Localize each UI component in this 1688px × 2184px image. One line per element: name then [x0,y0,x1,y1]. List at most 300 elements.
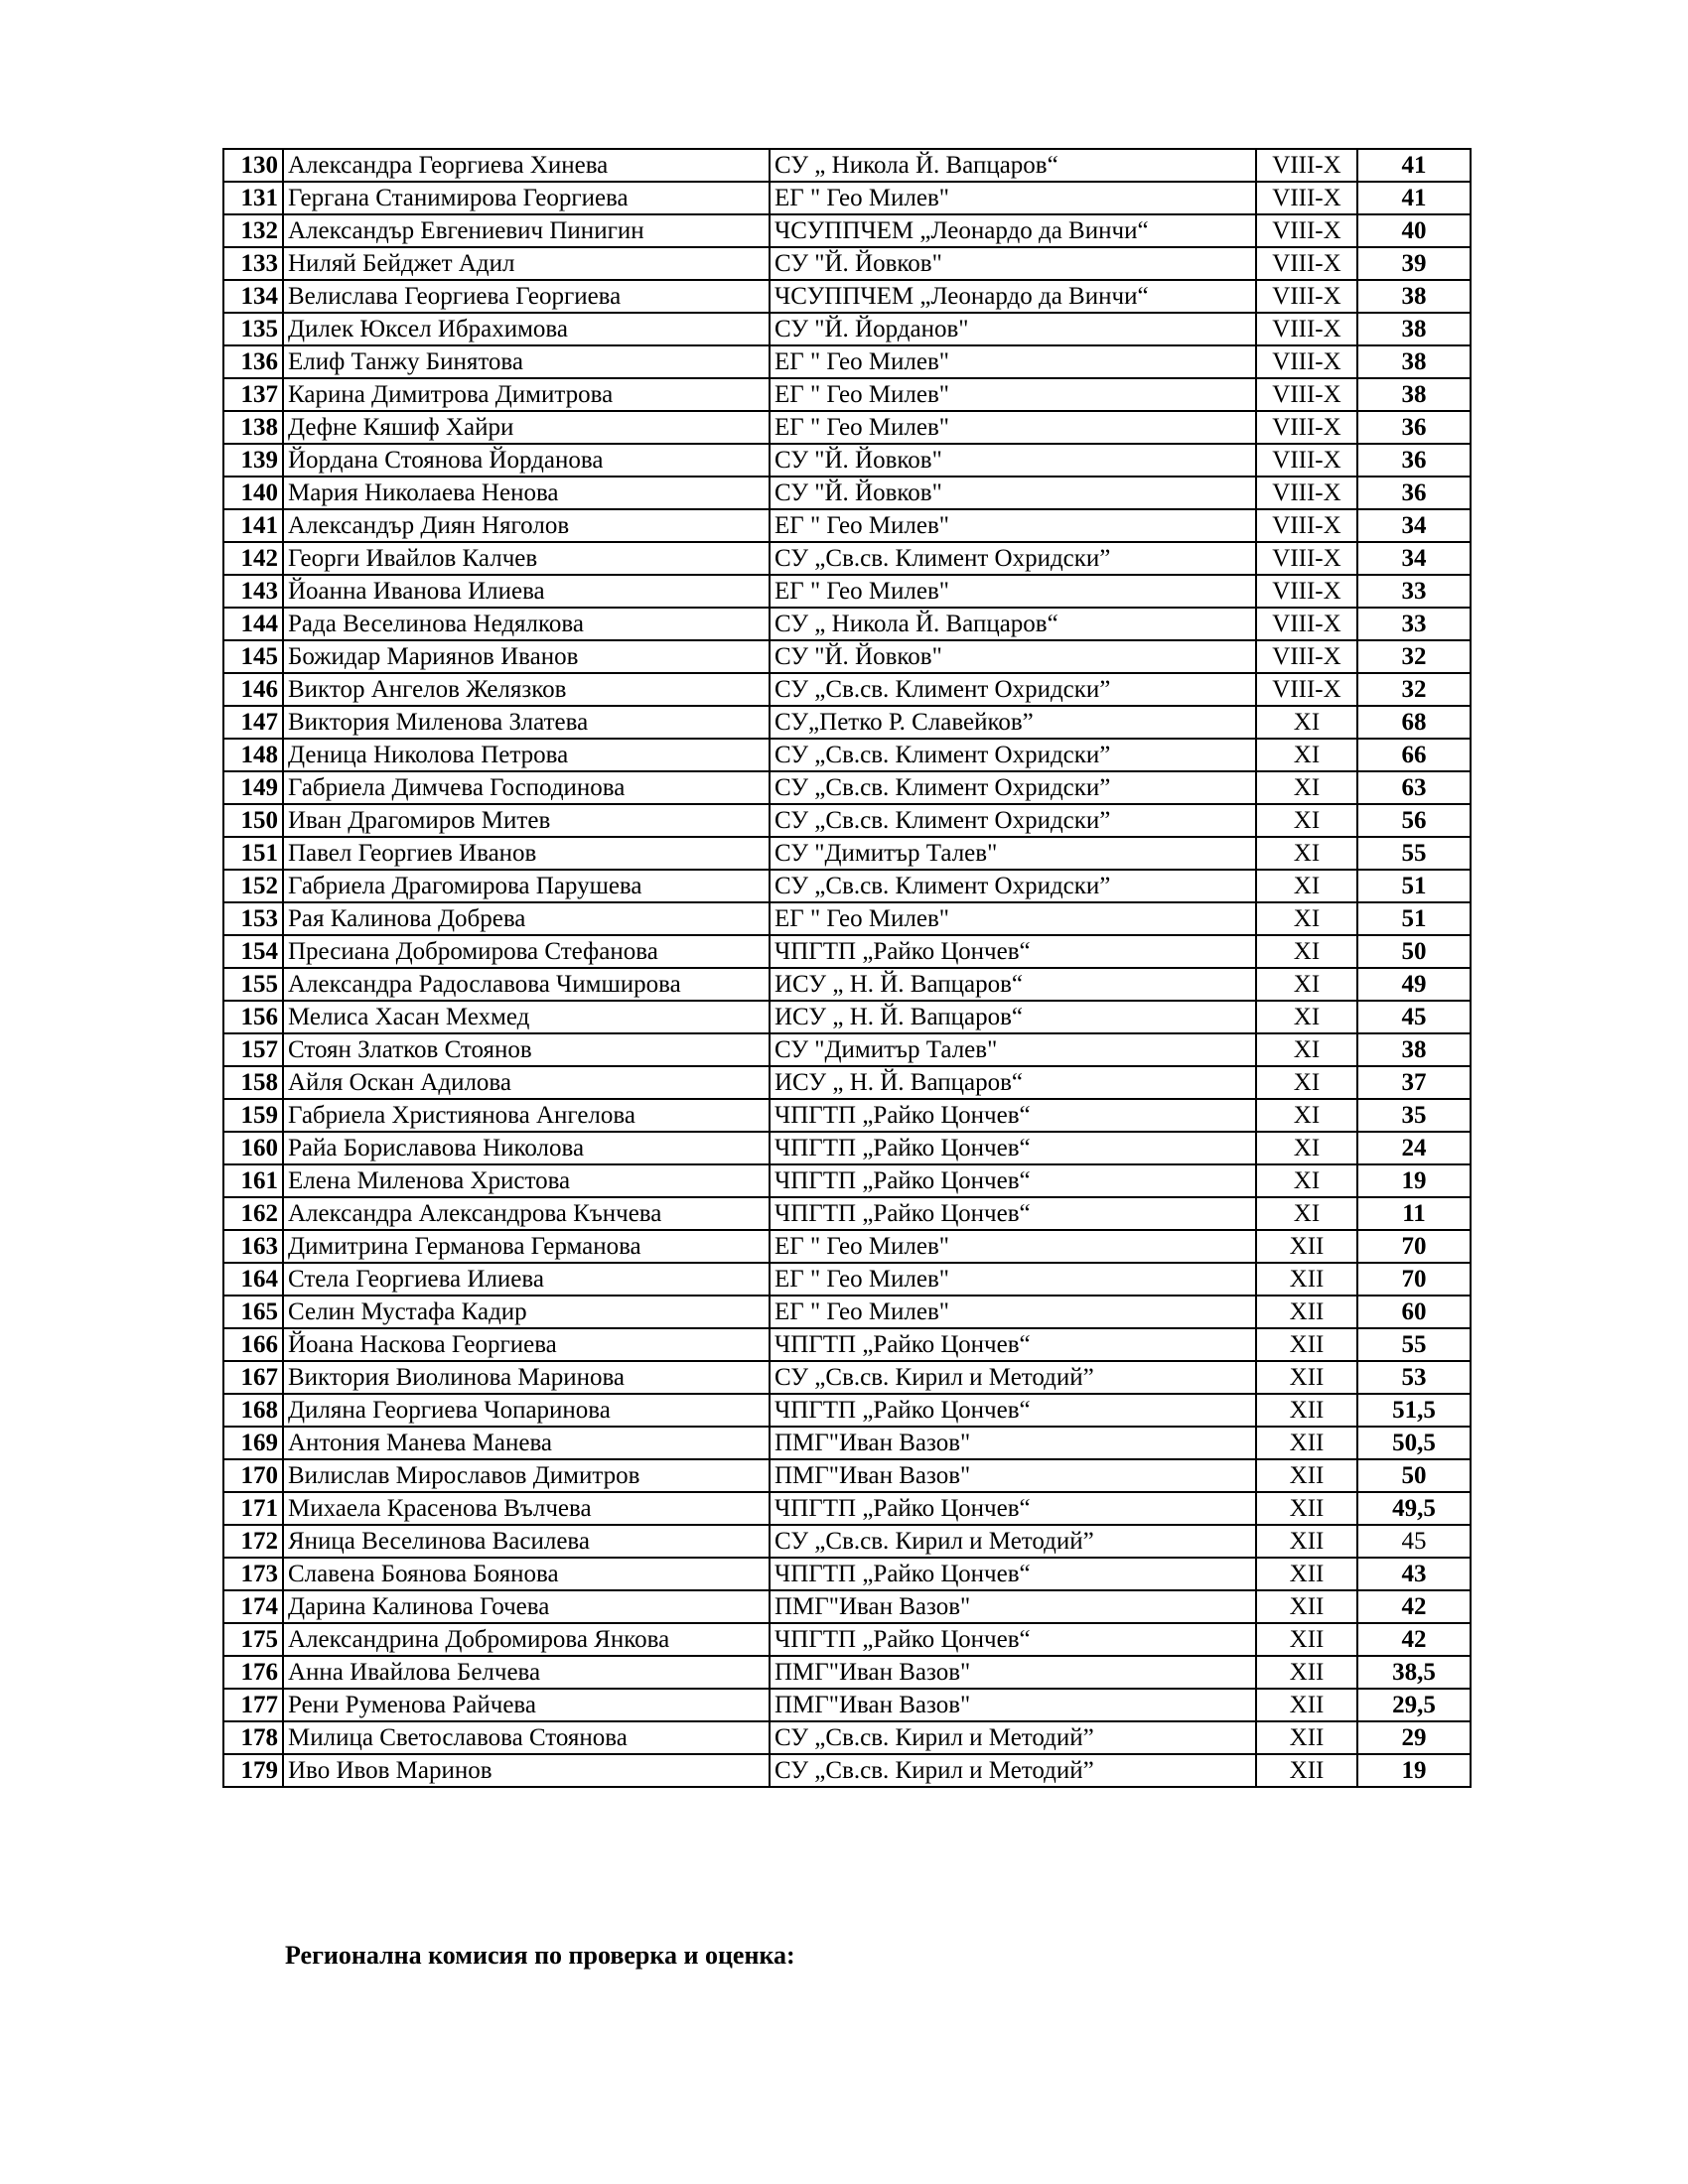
student-name-cell: Деница Николова Петрова [283,739,770,771]
table-row [223,804,1471,837]
table-row [223,1558,1471,1590]
score-cell: 32 [1357,673,1471,706]
school-cell: СУ "Й. Йорданов" [770,313,1256,345]
student-name-cell: Гергана Станимирова Георгиева [283,182,770,214]
grade-cell: VIII-X [1256,149,1357,182]
table-row [223,902,1471,935]
row-number-cell: 140 [223,477,283,509]
student-name-cell: Виктор Ангелов Желязков [283,673,770,706]
student-name-cell: Димитрина Германова Германова [283,1230,770,1263]
grade-cell: XII [1256,1558,1357,1590]
score-cell: 38 [1357,345,1471,378]
row-number-cell: 161 [223,1164,283,1197]
row-number-cell: 173 [223,1558,283,1590]
row-number-cell: 176 [223,1656,283,1689]
row-number-cell: 137 [223,378,283,411]
table-row [223,706,1471,739]
grade-cell: XII [1256,1263,1357,1296]
table-row [223,1492,1471,1525]
row-number-cell: 134 [223,280,283,313]
student-name-cell: Мелиса Хасан Мехмед [283,1001,770,1033]
student-name-cell: Йордана Стоянова Йорданова [283,444,770,477]
score-cell: 34 [1357,509,1471,542]
row-number-cell: 155 [223,968,283,1001]
row-number-cell: 141 [223,509,283,542]
row-number-cell: 150 [223,804,283,837]
school-cell: СУ „Св.св. Климент Охридски” [770,804,1256,837]
row-number-cell: 146 [223,673,283,706]
grade-cell: XI [1256,1033,1357,1066]
school-cell: СУ "Й. Йовков" [770,247,1256,280]
student-name-cell: Рада Веселинова Недялкова [283,608,770,640]
commission-label: Регионална комисия по проверка и оценка: [285,1941,795,1970]
student-name-cell: Пресиана Добромирова Стефанова [283,935,770,968]
score-cell: 39 [1357,247,1471,280]
table-row [223,1754,1471,1787]
score-cell: 38 [1357,280,1471,313]
grade-cell: XI [1256,739,1357,771]
row-number-cell: 165 [223,1296,283,1328]
student-name-cell: Стела Георгиева Илиева [283,1263,770,1296]
grade-cell: XII [1256,1754,1357,1787]
table-row [223,1328,1471,1361]
grade-cell: XII [1256,1492,1357,1525]
grade-cell: VIII-X [1256,640,1357,673]
school-cell: СУ „Св.св. Климент Охридски” [770,542,1256,575]
score-cell: 55 [1357,1328,1471,1361]
score-cell: 40 [1357,214,1471,247]
row-number-cell: 135 [223,313,283,345]
score-cell: 19 [1357,1754,1471,1787]
grade-cell: XI [1256,1197,1357,1230]
school-cell: СУ "Й. Йовков" [770,477,1256,509]
table-row [223,247,1471,280]
student-name-cell: Александра Радославова Чимширова [283,968,770,1001]
score-cell: 55 [1357,837,1471,870]
student-name-cell: Виктория Миленова Златева [283,706,770,739]
student-name-cell: Александра Георгиева Хинева [283,149,770,182]
row-number-cell: 159 [223,1099,283,1132]
grade-cell: XII [1256,1328,1357,1361]
row-number-cell: 160 [223,1132,283,1164]
school-cell: ЕГ " Гео Милев" [770,182,1256,214]
grade-cell: VIII-X [1256,247,1357,280]
grade-cell: XI [1256,1066,1357,1099]
score-cell: 51 [1357,870,1471,902]
student-name-cell: Александър Диян Няголов [283,509,770,542]
score-cell: 49,5 [1357,1492,1471,1525]
table-row [223,149,1471,182]
grade-cell: VIII-X [1256,313,1357,345]
grade-cell: XII [1256,1721,1357,1754]
grade-cell: XII [1256,1296,1357,1328]
score-cell: 36 [1357,444,1471,477]
grade-cell: XII [1256,1394,1357,1427]
school-cell: СУ "Й. Йовков" [770,640,1256,673]
student-name-cell: Анна Ивайлова Белчева [283,1656,770,1689]
score-cell: 35 [1357,1099,1471,1132]
school-cell: ПМГ"Иван Вазов" [770,1689,1256,1721]
table-row [223,313,1471,345]
student-name-cell: Айля Оскан Адилова [283,1066,770,1099]
student-name-cell: Дарина Калинова Гочева [283,1590,770,1623]
table-row [223,1590,1471,1623]
table-row [223,214,1471,247]
table-row [223,444,1471,477]
table-row [223,739,1471,771]
student-name-cell: Райа Бориславова Николова [283,1132,770,1164]
student-name-cell: Иво Ивов Маринов [283,1754,770,1787]
score-cell: 38,5 [1357,1656,1471,1689]
table-row [223,1656,1471,1689]
grade-cell: VIII-X [1256,575,1357,608]
grade-cell: XI [1256,1099,1357,1132]
grade-cell: VIII-X [1256,444,1357,477]
grade-cell: XI [1256,870,1357,902]
row-number-cell: 157 [223,1033,283,1066]
grade-cell: VIII-X [1256,280,1357,313]
student-name-cell: Ниляй Бейджет Адил [283,247,770,280]
score-cell: 41 [1357,182,1471,214]
table-row [223,1066,1471,1099]
student-name-cell: Павел Георгиев Иванов [283,837,770,870]
score-cell: 53 [1357,1361,1471,1394]
score-cell: 38 [1357,313,1471,345]
score-cell: 70 [1357,1230,1471,1263]
score-cell: 66 [1357,739,1471,771]
row-number-cell: 163 [223,1230,283,1263]
grade-cell: XI [1256,804,1357,837]
grade-cell: XII [1256,1689,1357,1721]
row-number-cell: 162 [223,1197,283,1230]
student-name-cell: Божидар Мариянов Иванов [283,640,770,673]
school-cell: ЧПГТП „Райко Цончев“ [770,1558,1256,1590]
table-row [223,1197,1471,1230]
score-cell: 42 [1357,1590,1471,1623]
grade-cell: XI [1256,935,1357,968]
row-number-cell: 131 [223,182,283,214]
student-name-cell: Селин Мустафа Кадир [283,1296,770,1328]
school-cell: СУ „ Никола Й. Вапцаров“ [770,608,1256,640]
row-number-cell: 144 [223,608,283,640]
school-cell: ЕГ " Гео Милев" [770,345,1256,378]
row-number-cell: 178 [223,1721,283,1754]
student-name-cell: Иван Драгомиров Митев [283,804,770,837]
student-name-cell: Антония Манева Манева [283,1427,770,1459]
grade-cell: XI [1256,1164,1357,1197]
student-name-cell: Рая Калинова Добрева [283,902,770,935]
score-cell: 38 [1357,1033,1471,1066]
row-number-cell: 158 [223,1066,283,1099]
score-cell: 11 [1357,1197,1471,1230]
row-number-cell: 177 [223,1689,283,1721]
row-number-cell: 142 [223,542,283,575]
score-cell: 45 [1357,1525,1471,1558]
score-cell: 24 [1357,1132,1471,1164]
grade-cell: XI [1256,1132,1357,1164]
school-cell: ЕГ " Гео Милев" [770,411,1256,444]
table-row [223,411,1471,444]
grade-cell: XII [1256,1459,1357,1492]
grade-cell: VIII-X [1256,673,1357,706]
table-row [223,837,1471,870]
grade-cell: VIII-X [1256,345,1357,378]
grade-cell: XII [1256,1427,1357,1459]
row-number-cell: 147 [223,706,283,739]
student-name-cell: Елена Миленова Христова [283,1164,770,1197]
school-cell: ПМГ"Иван Вазов" [770,1459,1256,1492]
grade-cell: XI [1256,1001,1357,1033]
grade-cell: XI [1256,771,1357,804]
student-name-cell: Велислава Георгиева Георгиева [283,280,770,313]
table-row [223,608,1471,640]
grade-cell: VIII-X [1256,542,1357,575]
row-number-cell: 132 [223,214,283,247]
student-name-cell: Милица Светославова Стоянова [283,1721,770,1754]
school-cell: ИСУ „ Н. Й. Вапцаров“ [770,968,1256,1001]
table-row [223,1459,1471,1492]
table-row [223,345,1471,378]
school-cell: ЧПГТП „Райко Цончев“ [770,1099,1256,1132]
row-number-cell: 152 [223,870,283,902]
grade-cell: XII [1256,1656,1357,1689]
table-row [223,378,1471,411]
school-cell: ИСУ „ Н. Й. Вапцаров“ [770,1066,1256,1099]
row-number-cell: 168 [223,1394,283,1427]
school-cell: ЧСУППЧЕМ „Леонардо да Винчи“ [770,214,1256,247]
score-cell: 43 [1357,1558,1471,1590]
row-number-cell: 164 [223,1263,283,1296]
student-name-cell: Габриела Димчева Господинова [283,771,770,804]
score-cell: 29,5 [1357,1689,1471,1721]
table-row [223,870,1471,902]
table-row [223,280,1471,313]
row-number-cell: 130 [223,149,283,182]
row-number-cell: 174 [223,1590,283,1623]
student-name-cell: Яница Веселинова Василева [283,1525,770,1558]
grade-cell: VIII-X [1256,182,1357,214]
table-row [223,1164,1471,1197]
table-row [223,542,1471,575]
school-cell: СУ„Петко Р. Славейков” [770,706,1256,739]
row-number-cell: 153 [223,902,283,935]
score-cell: 29 [1357,1721,1471,1754]
row-number-cell: 139 [223,444,283,477]
grade-cell: XI [1256,902,1357,935]
grade-cell: VIII-X [1256,378,1357,411]
school-cell: СУ „Св.св. Климент Охридски” [770,771,1256,804]
row-number-cell: 179 [223,1754,283,1787]
table-row [223,477,1471,509]
student-name-cell: Рени Руменова Райчева [283,1689,770,1721]
student-name-cell: Дилек Юксел Ибрахимова [283,313,770,345]
student-name-cell: Славена Боянова Боянова [283,1558,770,1590]
row-number-cell: 172 [223,1525,283,1558]
school-cell: ИСУ „ Н. Й. Вапцаров“ [770,1001,1256,1033]
school-cell: ЧПГТП „Райко Цончев“ [770,1164,1256,1197]
grade-cell: XII [1256,1623,1357,1656]
student-name-cell: Диляна Георгиева Чопаринова [283,1394,770,1427]
table-row [223,1230,1471,1263]
school-cell: СУ „Св.св. Кирил и Методий” [770,1721,1256,1754]
row-number-cell: 156 [223,1001,283,1033]
grade-cell: VIII-X [1256,608,1357,640]
grade-cell: XI [1256,706,1357,739]
grade-cell: XII [1256,1361,1357,1394]
student-name-cell: Александра Александрова Кънчева [283,1197,770,1230]
school-cell: ЧПГТП „Райко Цончев“ [770,1492,1256,1525]
row-number-cell: 167 [223,1361,283,1394]
school-cell: СУ „Св.св. Климент Охридски” [770,739,1256,771]
score-cell: 70 [1357,1263,1471,1296]
grade-cell: XI [1256,968,1357,1001]
student-name-cell: Йоана Наскова Георгиева [283,1328,770,1361]
table-row [223,1296,1471,1328]
table-row [223,575,1471,608]
school-cell: СУ "Димитър Талев" [770,837,1256,870]
table-row [223,968,1471,1001]
score-cell: 34 [1357,542,1471,575]
table-row [223,1361,1471,1394]
score-cell: 56 [1357,804,1471,837]
score-cell: 51,5 [1357,1394,1471,1427]
row-number-cell: 166 [223,1328,283,1361]
row-number-cell: 175 [223,1623,283,1656]
table-row [223,1033,1471,1066]
grade-cell: VIII-X [1256,411,1357,444]
row-number-cell: 171 [223,1492,283,1525]
student-name-cell: Вилислав Мирославов Димитров [283,1459,770,1492]
table-row [223,771,1471,804]
table-row [223,509,1471,542]
table-row [223,1689,1471,1721]
score-cell: 19 [1357,1164,1471,1197]
student-name-cell: Александрина Добромирова Янкова [283,1623,770,1656]
student-name-cell: Стоян Златков Стоянов [283,1033,770,1066]
score-cell: 60 [1357,1296,1471,1328]
table-row [223,1394,1471,1427]
student-name-cell: Карина Димитрова Димитрова [283,378,770,411]
results-table-body [223,149,1471,1787]
score-cell: 42 [1357,1623,1471,1656]
school-cell: ЧПГТП „Райко Цончев“ [770,1394,1256,1427]
table-row [223,1525,1471,1558]
school-cell: ЧСУППЧЕМ „Леонардо да Винчи“ [770,280,1256,313]
score-cell: 50,5 [1357,1427,1471,1459]
table-row [223,182,1471,214]
score-cell: 51 [1357,902,1471,935]
student-name-cell: Дефне Кяшиф Хайри [283,411,770,444]
school-cell: ЕГ " Гео Милев" [770,575,1256,608]
table-row [223,1099,1471,1132]
school-cell: ПМГ"Иван Вазов" [770,1590,1256,1623]
table-row [223,673,1471,706]
row-number-cell: 133 [223,247,283,280]
school-cell: ЕГ " Гео Милев" [770,1296,1256,1328]
score-cell: 37 [1357,1066,1471,1099]
grade-cell: XII [1256,1525,1357,1558]
row-number-cell: 148 [223,739,283,771]
school-cell: ЧПГТП „Райко Цончев“ [770,1197,1256,1230]
student-name-cell: Елиф Танжу Бинятова [283,345,770,378]
school-cell: СУ „Св.св. Кирил и Методий” [770,1525,1256,1558]
student-name-cell: Мария Николаева Ненова [283,477,770,509]
school-cell: ЧПГТП „Райко Цончев“ [770,1623,1256,1656]
score-cell: 45 [1357,1001,1471,1033]
results-table [222,148,1472,1788]
school-cell: ПМГ"Иван Вазов" [770,1656,1256,1689]
school-cell: ЕГ " Гео Милев" [770,1230,1256,1263]
school-cell: СУ „Св.св. Климент Охридски” [770,870,1256,902]
score-cell: 68 [1357,706,1471,739]
school-cell: ЧПГТП „Райко Цончев“ [770,935,1256,968]
table-row [223,1263,1471,1296]
school-cell: СУ „ Никола Й. Вапцаров“ [770,149,1256,182]
school-cell: ЕГ " Гео Милев" [770,509,1256,542]
school-cell: ПМГ"Иван Вазов" [770,1427,1256,1459]
row-number-cell: 151 [223,837,283,870]
student-name-cell: Йоанна Иванова Илиева [283,575,770,608]
score-cell: 32 [1357,640,1471,673]
score-cell: 36 [1357,477,1471,509]
student-name-cell: Михаела Красенова Вълчева [283,1492,770,1525]
school-cell: СУ "Димитър Талев" [770,1033,1256,1066]
table-row [223,1721,1471,1754]
table-row [223,935,1471,968]
score-cell: 33 [1357,608,1471,640]
school-cell: ЕГ " Гео Милев" [770,902,1256,935]
student-name-cell: Георги Ивайлов Калчев [283,542,770,575]
school-cell: СУ „Св.св. Кирил и Методий” [770,1754,1256,1787]
score-cell: 63 [1357,771,1471,804]
school-cell: ЕГ " Гео Милев" [770,1263,1256,1296]
grade-cell: VIII-X [1256,214,1357,247]
row-number-cell: 149 [223,771,283,804]
row-number-cell: 143 [223,575,283,608]
grade-cell: XI [1256,837,1357,870]
table-row [223,1001,1471,1033]
score-cell: 49 [1357,968,1471,1001]
school-cell: ЧПГТП „Райко Цончев“ [770,1328,1256,1361]
table-row [223,1623,1471,1656]
row-number-cell: 154 [223,935,283,968]
row-number-cell: 138 [223,411,283,444]
school-cell: СУ "Й. Йовков" [770,444,1256,477]
score-cell: 50 [1357,1459,1471,1492]
score-cell: 33 [1357,575,1471,608]
score-cell: 38 [1357,378,1471,411]
score-cell: 36 [1357,411,1471,444]
score-cell: 50 [1357,935,1471,968]
student-name-cell: Александър Евгениевич Пинигин [283,214,770,247]
table-row [223,1132,1471,1164]
row-number-cell: 169 [223,1427,283,1459]
row-number-cell: 145 [223,640,283,673]
table-row [223,640,1471,673]
school-cell: ЕГ " Гео Милев" [770,378,1256,411]
grade-cell: XII [1256,1590,1357,1623]
student-name-cell: Габриела Християнова Ангелова [283,1099,770,1132]
student-name-cell: Виктория Виолинова Маринова [283,1361,770,1394]
school-cell: СУ „Св.св. Климент Охридски” [770,673,1256,706]
score-cell: 41 [1357,149,1471,182]
grade-cell: VIII-X [1256,477,1357,509]
grade-cell: XII [1256,1230,1357,1263]
row-number-cell: 170 [223,1459,283,1492]
grade-cell: VIII-X [1256,509,1357,542]
table-row [223,1427,1471,1459]
school-cell: СУ „Св.св. Кирил и Методий” [770,1361,1256,1394]
